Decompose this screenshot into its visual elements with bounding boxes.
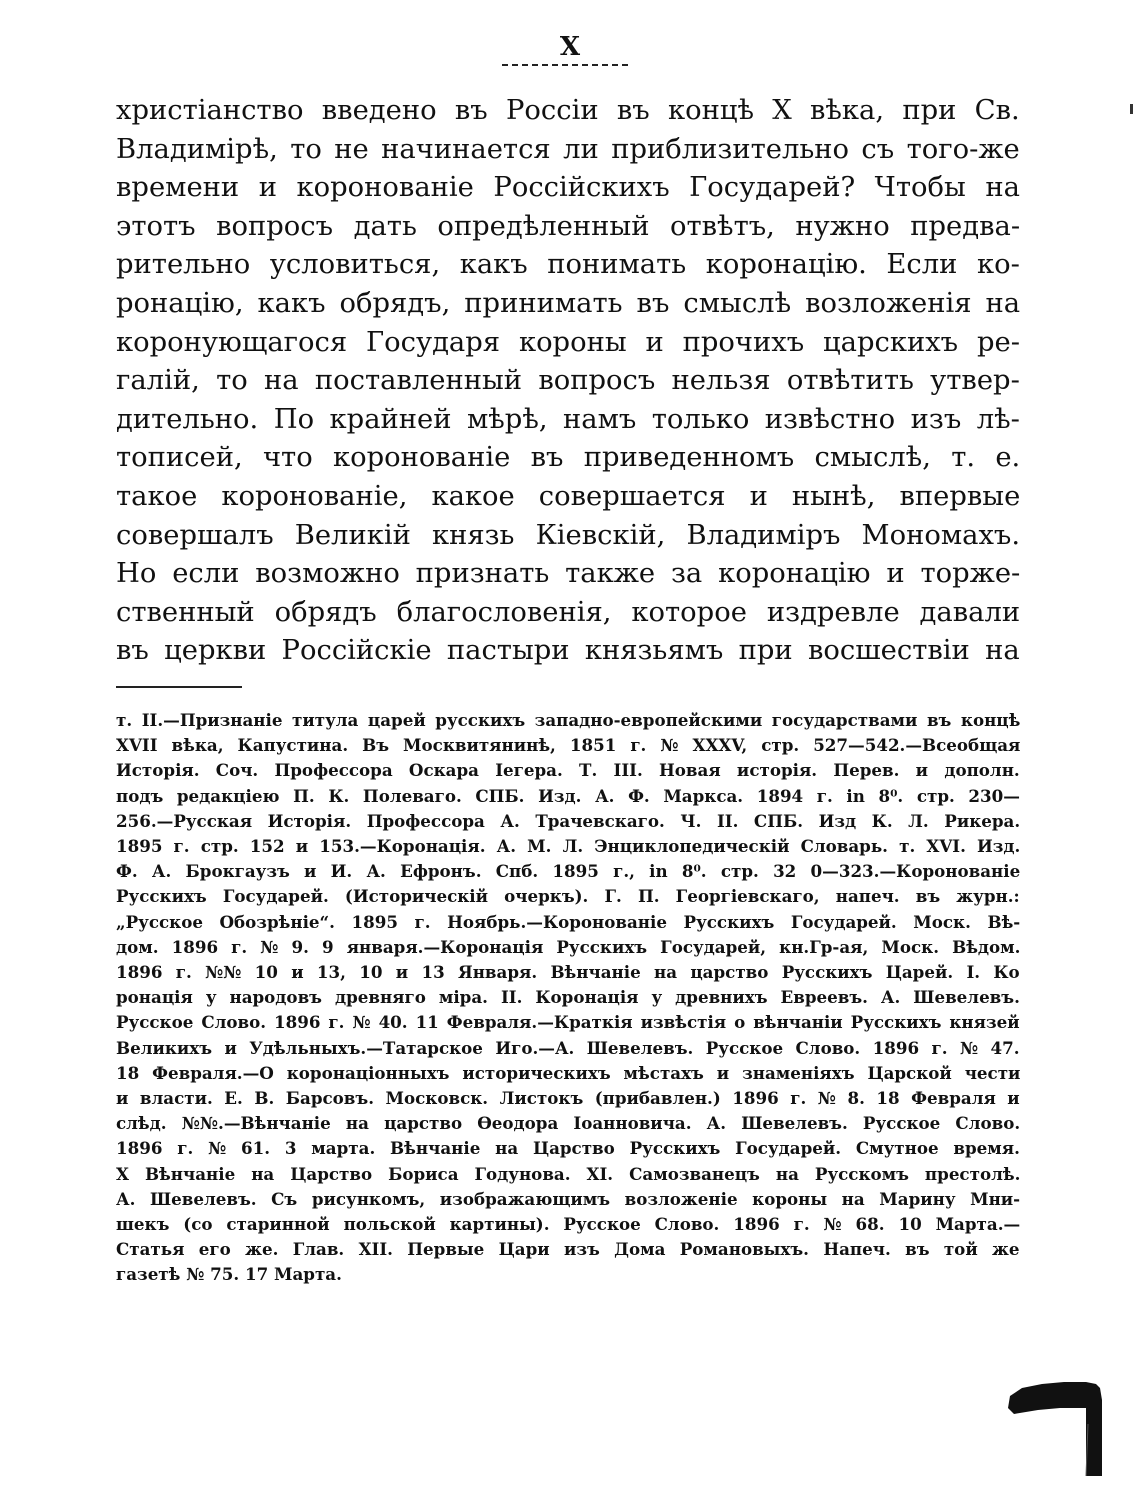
footnote-line: и власти. Е. В. Барсовъ. Московск. Листокъ (прибавлен.) 1896 г. № 8. 18 Февраля и <box>116 1088 1020 1109</box>
main-text-line: галій, то на поставленный вопросъ нельзя отвѣтить утвер- <box>116 365 1020 397</box>
main-text-line: ственный обрядъ благословенія, которое издревле давали <box>116 596 1021 628</box>
footnote-line: 1895 г. стр. 152 и 153.—Коронація. А. М. Л. Энциклопедическій Словарь. т. XVI. Изд. <box>116 836 1021 857</box>
footnote-line: ронація у народовъ древняго міра. II. Коронація у древнихъ Евреевъ. А. Шевелевъ. <box>116 987 1020 1008</box>
main-text-line: Владимірѣ, то не начинается ли приблизительно съ того-же <box>116 133 1020 165</box>
footnote-line: 1896 г. № 61. 3 марта. Вѣнчаніе на Царство Русскихъ Государей. Смутное время. <box>116 1138 1020 1159</box>
footnote-line: газетѣ № 75. 17 Марта. <box>116 1264 342 1285</box>
page-number-rule <box>502 64 628 66</box>
footnote-line: дом. 1896 г. № 9. 9 января.—Коронація Русскихъ Государей, кн.Гр-ая, Моск. Вѣдом. <box>116 936 1021 957</box>
footnote-line: X Вѣнчаніе на Царство Бориса Годунова. XI. Самозванецъ на Русскомъ престолѣ. <box>116 1163 1021 1184</box>
footnote-line: подъ редакціею П. К. Полеваго. СПБ. Изд. А. Ф. Маркса. 1894 г. in 8⁰. стр. 230— <box>116 785 1020 806</box>
right-edge-mark <box>1130 104 1133 114</box>
main-text-line: въ церкви Россійскіе пастыри князьямъ при восшествіи на <box>116 635 1020 667</box>
footnote-line: шекъ (со старинной польской картины). Русское Слово. 1896 г. № 68. 10 Марта.— <box>116 1214 1021 1235</box>
main-text-line: тописей, что коронованіе въ приведенномъ смыслѣ, т. е. <box>116 442 1021 474</box>
footnote-line: А. Шевелевъ. Съ рисункомъ, изображающимъ возложеніе короны на Марину Мни- <box>116 1188 1021 1209</box>
footnote-line: Русскихъ Государей. (Историческій очеркъ). Г. П. Георгіевскаго, напеч. въ журн.: <box>116 886 1020 907</box>
footnote-line: Русское Слово. 1896 г. № 40. 11 Февраля.—Краткія извѣстія о вѣнчаніи Русскихъ князей <box>116 1012 1020 1033</box>
footnote <box>116 708 1020 1288</box>
main-text-line: такое коронованіе, какое совершается и нынѣ, впервые <box>116 480 1021 512</box>
footnote-line: 18 Февраля.—О коронаціонныхъ историческихъ мѣстахъ и знаменіяхъ Царской чести <box>116 1062 1021 1083</box>
footnote-line: Ф. А. Брокгаузъ и И. А. Ефронъ. Спб. 1895 г., in 8⁰. стр. 32 0—323.—Коронованіе <box>116 861 1021 882</box>
main-text-line: коронующагося Государя короны и прочихъ царскихъ ре- <box>116 326 1020 358</box>
footnote-line: 256.—Русская Исторія. Профессора А. Трачевскаго. Ч. II. СПБ. Изд К. Л. Рикера. <box>116 810 1021 831</box>
main-text-line: христіанство введено въ Россіи въ концѣ X вѣка, при Св. <box>116 95 1020 126</box>
footnote-line: Великихъ и Удѣльныхъ.—Татарское Иго.—А. Шевелевъ. Русское Слово. 1896 г. № 47. <box>116 1037 1020 1058</box>
binding-mark <box>1008 1380 1112 1480</box>
main-text-line: Но если возможно признать также за коронацію и торже- <box>116 558 1021 590</box>
footnote-line: т. II.—Признаніе титула царей русскихъ западно-европейскими государствами въ концѣ <box>116 710 1021 730</box>
footnote-line: „Русское Обозрѣніе“. 1895 г. Ноябрь.—Коронованіе Русскихъ Государей. Моск. Вѣ- <box>116 911 1021 932</box>
page-number: X <box>559 32 581 62</box>
main-text-line: времени и коронованіе Россійскихъ Государей? Чтобы на <box>116 172 1020 204</box>
footnote-line: Статья его же. Глав. XII. Первые Цари изъ Дома Романовыхъ. Напеч. въ той же <box>116 1239 1020 1260</box>
main-text-line: этотъ вопросъ дать опредѣленный отвѣтъ, нужно предва- <box>116 210 1021 242</box>
main-text-line: ронацію, какъ обрядъ, принимать въ смыслѣ возложенія на <box>116 287 1021 319</box>
footnote-line: 1896 г. №№ 10 и 13, 10 и 13 Января. Вѣнчаніе на царство Русскихъ Царей. I. Ко <box>116 962 1020 983</box>
footnote-line: Исторія. Соч. Профессора Оскара Іегера. Т. III. Новая исторія. Перев. и дополн. <box>116 760 1020 781</box>
main-text <box>116 92 1020 671</box>
main-text-line: совершалъ Великій князь Кіевскій, Владиміръ Мономахъ. <box>116 519 1021 551</box>
footnote-separator <box>116 686 242 688</box>
main-text-line: дительно. По крайней мѣрѣ, намъ только извѣстно изъ лѣ- <box>116 403 1020 435</box>
footnote-line: слѣд. №№.—Вѣнчаніе на царство Ѳеодора Іоанновича. А. Шевелевъ. Русское Слово. <box>116 1113 1021 1134</box>
main-text-line: рительно условиться, какъ понимать коронацію. Если ко- <box>116 249 1020 281</box>
footnote-line: XVII вѣка, Капустина. Въ Москвитянинѣ, 1851 г. № XXXV, стр. 527—542.—Всеобщая <box>116 735 1021 756</box>
